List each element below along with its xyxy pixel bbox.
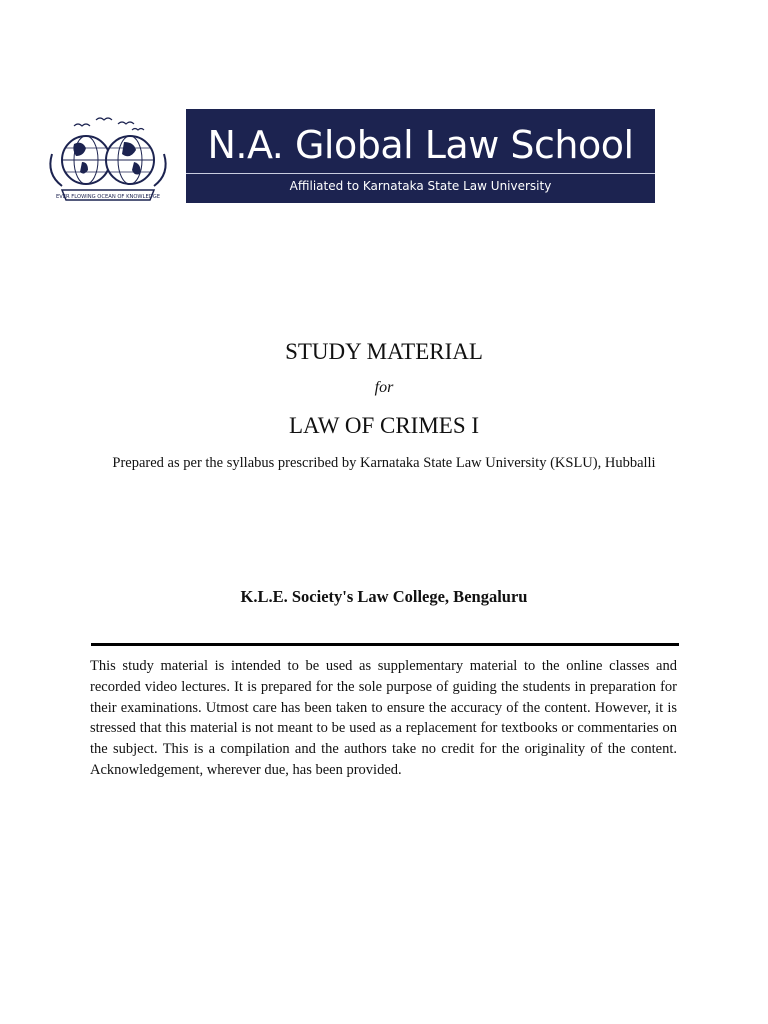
banner-divider: [186, 173, 655, 174]
document-for-label: for: [374, 379, 394, 396]
school-name: N.A. Global Law School: [207, 123, 634, 167]
school-affiliation: Affiliated to Karnataka State Law University: [289, 179, 552, 193]
school-emblem-logo: [44, 114, 172, 206]
document-title: STUDY MATERIAL: [285, 339, 483, 364]
syllabus-note: Prepared as per the syllabus prescribed by Karnataka State Law University (KSLU), Hubballi: [112, 455, 656, 471]
disclaimer-paragraph: This study material is intended to be used as supplementary material to the online classes and recorded video lectures. It is prepared for the sole purpose of guiding the students in preparation for their examinations. Utmost care has been taken to ensure the accuracy of the content. However, it is stressed that this material is not meant to be used as a replacement for textbooks or commentaries on the subject. This is a compilation and the authors take no credit for the originality of the content. Acknowledgement, wherever due, has been provided.: [90, 658, 677, 778]
school-banner: [186, 109, 655, 203]
globe-emblem-icon: [44, 114, 172, 206]
emblem-motto: EVER FLOWING OCEAN OF KNOWLEDGE: [55, 194, 161, 200]
document-subject: LAW OF CRIMES I: [288, 413, 480, 438]
horizontal-divider: [91, 643, 679, 646]
college-name: K.L.E. Society's Law College, Bengaluru: [240, 587, 528, 606]
